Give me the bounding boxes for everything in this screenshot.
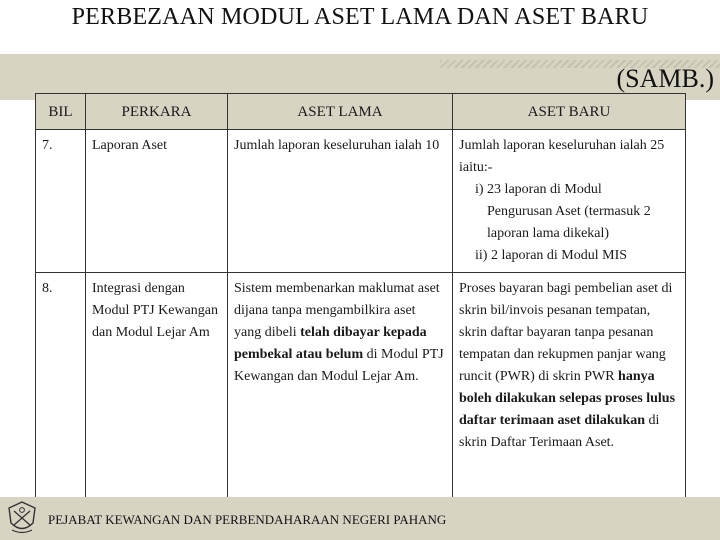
slide-subtitle: (SAMB.) — [616, 64, 714, 93]
aset-baru-intro: Jumlah laporan keseluruhan ialah 25 iaitu:- — [459, 138, 665, 175]
comparison-table — [35, 93, 686, 502]
table-row — [36, 130, 686, 273]
aset-baru-item-1: i) 23 laporan di Modul — [475, 182, 602, 197]
header-perkara: PERKARA — [86, 94, 228, 130]
cell-aset-baru — [453, 130, 686, 273]
aset-baru-item-1-cont: Pengurusan Aset (termasuk 2 laporan lama dikekal) — [487, 204, 651, 241]
footer-text: PEJABAT KEWANGAN DAN PERBENDAHARAAN NEGERI PAHANG — [48, 512, 447, 527]
header-aset-baru: ASET BARU — [453, 94, 686, 130]
aset-lama-text-2: di Modul PTJ Kewangan dan Modul Lejar Am. — [234, 347, 444, 384]
cell-perkara: Laporan Aset — [86, 130, 228, 273]
cell-aset-lama: Jumlah laporan keseluruhan ialah 10 — [228, 130, 453, 273]
cell-perkara: Integrasi dengan Modul PTJ Kewangan dan Modul Lejar Am — [86, 273, 228, 502]
cell-bil: 8. — [36, 273, 86, 502]
aset-baru-item-2: ii) 2 laporan di Modul MIS — [475, 248, 628, 263]
table-header-row — [36, 94, 686, 130]
aset-baru-text-1: Proses bayaran bagi pembelian aset di skrin bil/invois pesanan tempatan, skrin daftar bayaran tanpa pesanan tempatan dan rekupmen panjar wang runcit (PWR) di skrin PWR — [459, 281, 673, 384]
slide-title: PERBEZAAN MODUL ASET LAMA DAN ASET BARU — [71, 4, 649, 30]
aset-lama-emphasis: telah dibayar kepada pembekal atau belum — [234, 325, 427, 362]
aset-baru-text-2: di skrin Daftar Terimaan Aset. — [459, 413, 660, 450]
aset-lama-text-1: Sistem membenarkan maklumat aset dijana tanpa mengambilkira aset yang dibeli — [234, 281, 440, 340]
cell-aset-lama — [228, 273, 453, 502]
table-row — [36, 273, 686, 502]
header-aset-lama: ASET LAMA — [228, 94, 453, 130]
cell-bil: 7. — [36, 130, 86, 273]
cell-aset-baru — [453, 273, 686, 502]
header-bil: BIL — [36, 94, 86, 130]
state-crest-icon — [4, 499, 40, 537]
aset-baru-emphasis: hanya boleh dilakukan selepas proses lulus daftar terimaan aset dilakukan — [459, 369, 676, 428]
